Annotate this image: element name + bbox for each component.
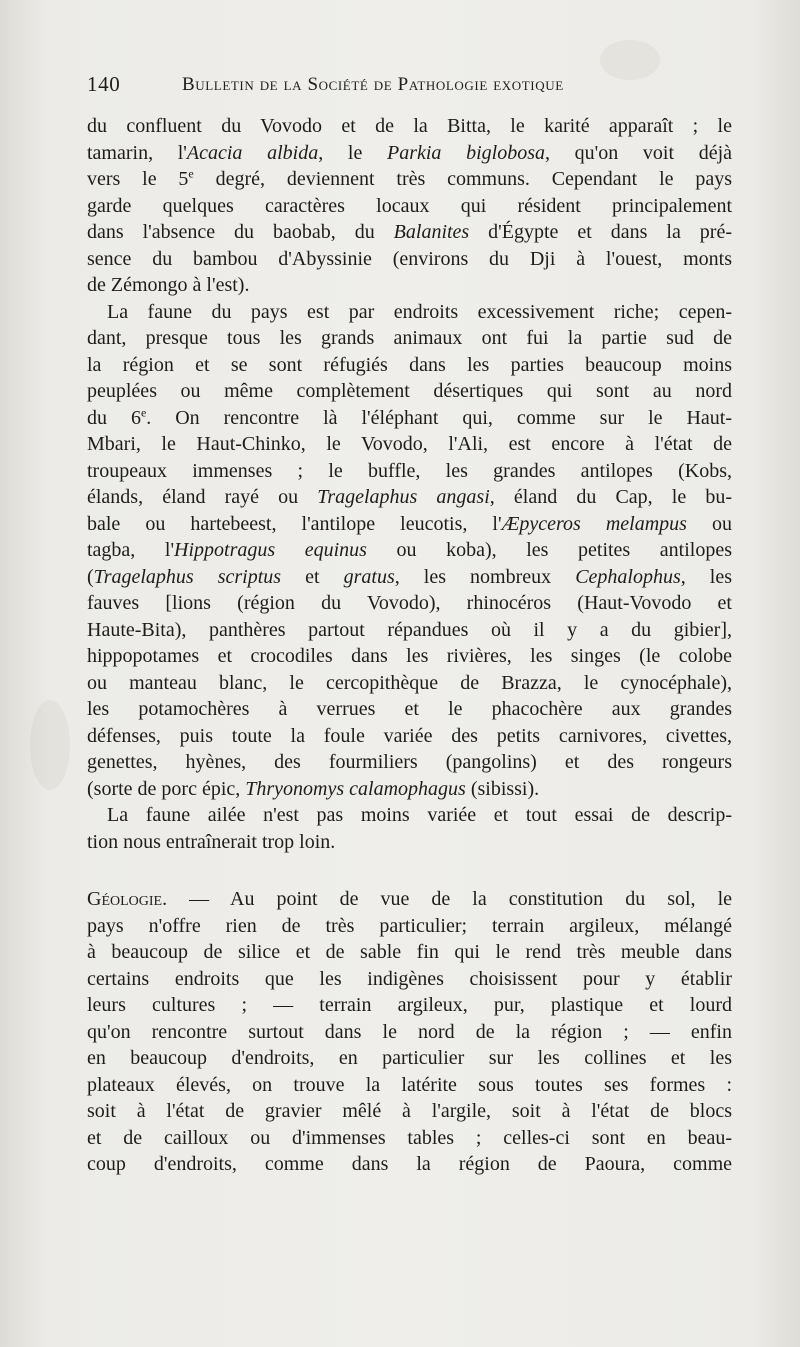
italic-text: Tragelaphus scriptus [93, 565, 282, 588]
journal-title: Bulletin de la Société de Pathologie exotique [182, 74, 564, 95]
text-line [87, 378, 732, 405]
text-line [87, 511, 732, 538]
italic-text: Æpyceros melampus [501, 512, 687, 535]
text-span: d'Égypte et dans la pré- [469, 221, 732, 243]
paragraph [87, 886, 732, 1178]
text-span: à beaucoup de silice et de sable fin qui le rend très meuble dans [87, 941, 732, 963]
text-line [87, 352, 732, 379]
text-span: , qu'on voit déjà [544, 141, 732, 164]
text-span: peuplées ou même complètement désertiques qui sont au nord [87, 380, 732, 402]
text-line [87, 431, 732, 458]
text-line [87, 458, 732, 485]
text-line [87, 484, 732, 511]
paragraph [87, 113, 732, 299]
text-span: leurs cultures ; — terrain argileux, pur, plastique et lourd [87, 994, 732, 1016]
text-line [87, 939, 732, 966]
text-span: tamarin, l' [87, 141, 187, 164]
text-span: ou koba), les petites antilopes [366, 539, 732, 561]
paragraph [87, 299, 732, 803]
text-span: ou [686, 512, 732, 535]
text-span: du 6 [87, 406, 141, 429]
text-line [87, 1151, 732, 1178]
text-span: sence du bambou d'Abyssinie (environs du Dji à l'ouest, monts [87, 247, 732, 270]
text-line [87, 140, 732, 167]
text-span: dant, presque tous les grands animaux ont fui la partie sud de [87, 327, 732, 349]
text-span: genettes, hyènes, des fourmiliers (pangolins) et des rongeurs [87, 751, 732, 773]
text-span: hippopotames et crocodiles dans les rivières, les singes (le colobe [87, 645, 732, 667]
text-span: coup d'endroits, comme dans la région de Paoura, comme [87, 1153, 732, 1175]
superscript: e [140, 404, 147, 419]
text-span: degré, deviennent très communs. Cependant le pays [193, 168, 732, 190]
section-gap [87, 855, 732, 886]
text-line [87, 723, 732, 750]
italic-text: Cephalophus [575, 565, 681, 588]
text-span: élands, éland rayé ou [87, 486, 318, 508]
paper-stain [30, 700, 70, 790]
text-line [87, 802, 732, 829]
text-span: , le [318, 141, 387, 164]
text-line [87, 299, 732, 326]
text-line [87, 617, 732, 644]
text-span: qu'on rencontre surtout dans le nord de la région ; — enfin [87, 1020, 732, 1043]
text-span: vers le 5 [87, 168, 189, 190]
text-span: garde quelques caractères locaux qui résident principalement [87, 194, 732, 217]
text-span: plateaux élevés, on trouve la latérite sous toutes ses formes : [87, 1073, 732, 1096]
text-span: tion nous entraînerait trop loin. [87, 830, 336, 853]
text-span: dans l'absence du baobab, du [87, 221, 394, 243]
text-span: , les nombreux [394, 565, 576, 588]
text-line [87, 193, 732, 220]
text-span: de Zémongo à l'est). [87, 274, 250, 296]
text-line [87, 325, 732, 352]
text-line [87, 405, 732, 432]
text-line [87, 776, 732, 803]
text-span: La faune ailée n'est pas moins variée et tout essai de descrip- [87, 804, 732, 826]
text-line [87, 1019, 732, 1046]
text-span: en beaucoup d'endroits, en particulier sur les collines et les [87, 1047, 732, 1069]
italic-text: Thryonomys calamophagus [245, 777, 466, 800]
text-line [87, 696, 732, 723]
text-span: et [281, 565, 344, 588]
text-line [87, 219, 732, 246]
text-line [87, 966, 732, 993]
italic-text: Hippotragus equinus [174, 539, 367, 561]
text-span: la région et se sont réfugiés dans les parties beaucoup moins [87, 353, 732, 376]
body-text [87, 113, 732, 1178]
text-span: (sorte de porc épic, [87, 777, 246, 800]
text-line [87, 537, 732, 564]
italic-text: Parkia biglobosa [386, 141, 545, 164]
text-line [87, 246, 732, 273]
italic-text: Tragelaphus angasi [317, 486, 490, 508]
text-span: ou manteau blanc, le cercopithèque de Brazza, le cynocéphale), [87, 671, 732, 694]
text-line [87, 749, 732, 776]
italic-text: Acacia albida [186, 141, 319, 164]
text-line [87, 564, 732, 591]
text-span: . On rencontre là l'éléphant qui, comme sur le Haut- [146, 406, 732, 429]
italic-text: gratus [343, 565, 395, 588]
text-line [87, 1045, 732, 1072]
text-line [87, 670, 732, 697]
italic-text: Balanites [393, 221, 470, 243]
text-line [87, 590, 732, 617]
text-span: les potamochères à verrues et le phacochère aux grandes [87, 698, 732, 720]
text-span: défenses, puis toute la foule variée des petits carnivores, civettes, [87, 724, 732, 747]
text-span: pays n'offre rien de très particulier; terrain argileux, mélangé [87, 914, 732, 937]
text-span: tagba, l' [87, 539, 175, 561]
text-line [87, 166, 732, 193]
page-number: 140 [87, 72, 121, 96]
text-span: , éland du Cap, le bu- [489, 486, 732, 508]
text-span: Mbari, le Haut-Chinko, le Vovodo, l'Ali, est encore à l'état de [87, 433, 732, 455]
text-span: troupeaux immenses ; le buffle, les grandes antilopes (Kobs, [87, 459, 732, 482]
paragraph [87, 802, 732, 855]
text-span: bale ou hartebeest, l'antilope leucotis, l' [87, 512, 502, 535]
text-line [87, 113, 732, 140]
text-span: certains endroits que les indigènes choisissent pour y établir [87, 967, 732, 990]
text-line [87, 1072, 732, 1099]
text-span: soit à l'état de gravier mêlé à l'argile, soit à l'état de blocs [87, 1100, 732, 1122]
text-line [87, 272, 732, 299]
text-span: , les [680, 565, 732, 588]
text-line [87, 829, 732, 856]
text-line [87, 1098, 732, 1125]
text-span: du confluent du Vovodo et de la Bitta, le karité apparaît ; le [87, 115, 732, 137]
text-span: fauves [lions (région du Vovodo), rhinocéros (Haut-Vovodo et [87, 592, 732, 614]
text-line [87, 913, 732, 940]
text-line [87, 992, 732, 1019]
running-head [87, 72, 747, 102]
text-span: — Au point de vue de la constitution du sol, le [167, 888, 732, 910]
text-span: La faune du pays est par endroits excessivement riche; cepen- [87, 300, 732, 323]
text-line [87, 1125, 732, 1152]
text-span: (sibissi). [465, 777, 540, 800]
text-span: ( [87, 565, 94, 588]
superscript: e [188, 166, 194, 181]
text-line [87, 886, 732, 913]
text-span: Haute-Bita), panthères partout répandues où il y a du gibier], [87, 618, 732, 641]
text-span: et de cailloux ou d'immenses tables ; celles-ci sont en beau- [87, 1126, 732, 1149]
text-span: Géologie. [87, 888, 168, 910]
text-line [87, 643, 732, 670]
